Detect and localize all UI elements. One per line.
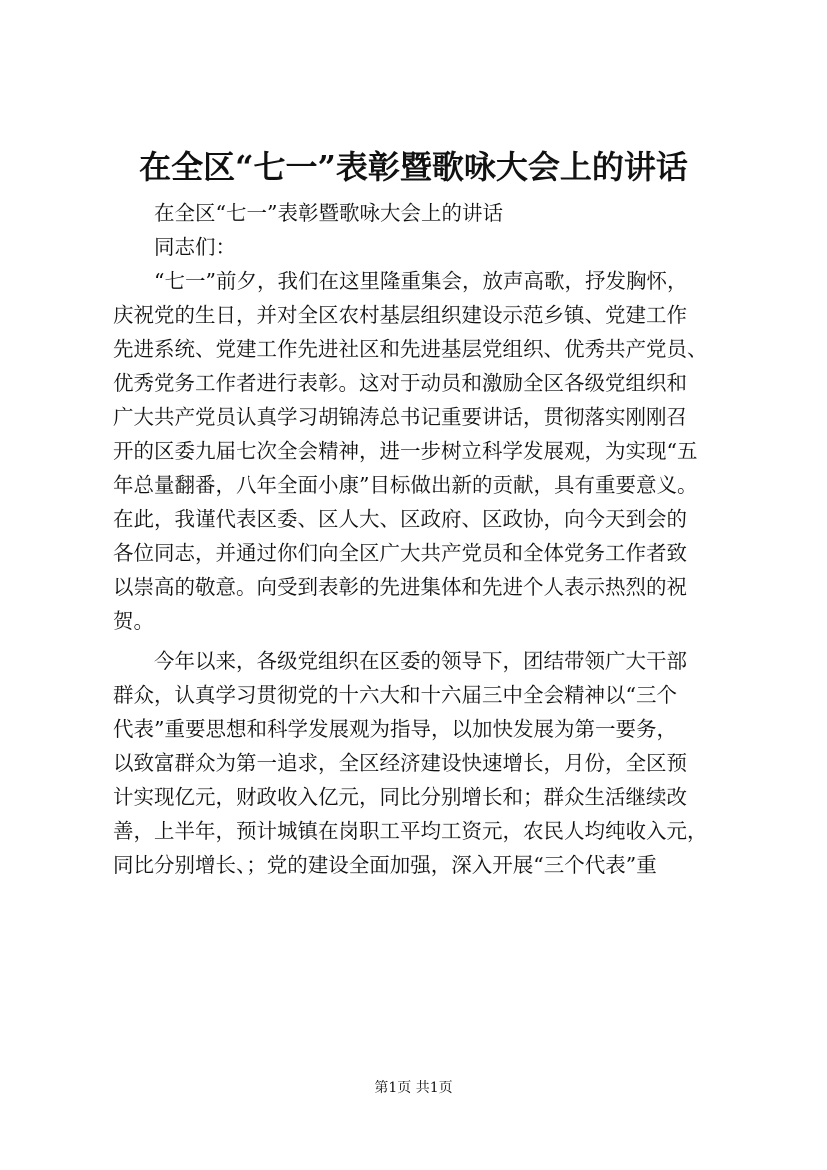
paragraph-line: 以致富群众为第一追求，全区经济建设快速增长，月份，全区预: [113, 751, 687, 775]
paragraph-line: 同比分别增长、；党的建设全面加强，深入开展“三个代表”重: [113, 853, 657, 877]
paragraph-line: “七一”前夕，我们在这里隆重集会，放声高歌，抒发胸怀，: [154, 269, 688, 293]
paragraph-line: 善，上半年，预计城镇在岗职工平均工资元，农民人均纯收入元，: [113, 819, 708, 843]
paragraph-line: 先进系统、党建工作先进社区和先进基层党组织、优秀共产党员、: [113, 337, 708, 361]
page-footer: 第1页 共1页: [374, 1080, 453, 1096]
paragraph-line: 各位同志，并通过你们向全区广大共产党员和全体党务工作者致: [113, 541, 687, 565]
paragraph-line: 优秀党务工作者进行表彰。这对于动员和激励全区各级党组织和: [113, 371, 687, 395]
paragraph-line: 年总量翻番，八年全面小康”目标做出新的贡献，具有重要意义。: [113, 473, 698, 497]
document-body: [113, 196, 723, 882]
paragraph-line: 广大共产党员认真学习胡锦涛总书记重要讲话，贯彻落实刚刚召: [113, 405, 687, 429]
document-subtitle: 在全区“七一”表彰暨歌咏大会上的讲话: [154, 201, 503, 225]
paragraph-line: 今年以来，各级党组织在区委的领导下，团结带领广大干部: [154, 649, 687, 673]
paragraph-line: 计实现亿元，财政收入亿元，同比分别增长和；群众生活继续改: [113, 785, 687, 809]
paragraph-line: 庆祝党的生日，并对全区农村基层组织建设示范乡镇、党建工作: [113, 303, 687, 327]
paragraph-line: 代表”重要思想和科学发展观为指导，以加快发展为第一要务，: [113, 717, 677, 741]
document-title: 在全区“七一”表彰暨歌咏大会上的讲话: [139, 148, 688, 186]
salutation: 同志们：: [154, 235, 236, 259]
paragraph-line: 以崇高的敬意。向受到表彰的先进集体和先进个人表示热烈的祝: [113, 575, 687, 599]
paragraph-line: 群众，认真学习贯彻党的十六大和十六届三中全会精神以“三个: [113, 683, 677, 707]
paragraph-line: 贺。: [113, 609, 154, 633]
paragraph-line: 开的区委九届七次全会精神，进一步树立科学发展观，为实现“五: [113, 439, 698, 463]
paragraph-line: 在此，我谨代表区委、区人大、区政府、区政协，向今天到会的: [113, 507, 687, 531]
paragraph-2: [113, 644, 723, 882]
paragraph-1: [113, 264, 723, 638]
